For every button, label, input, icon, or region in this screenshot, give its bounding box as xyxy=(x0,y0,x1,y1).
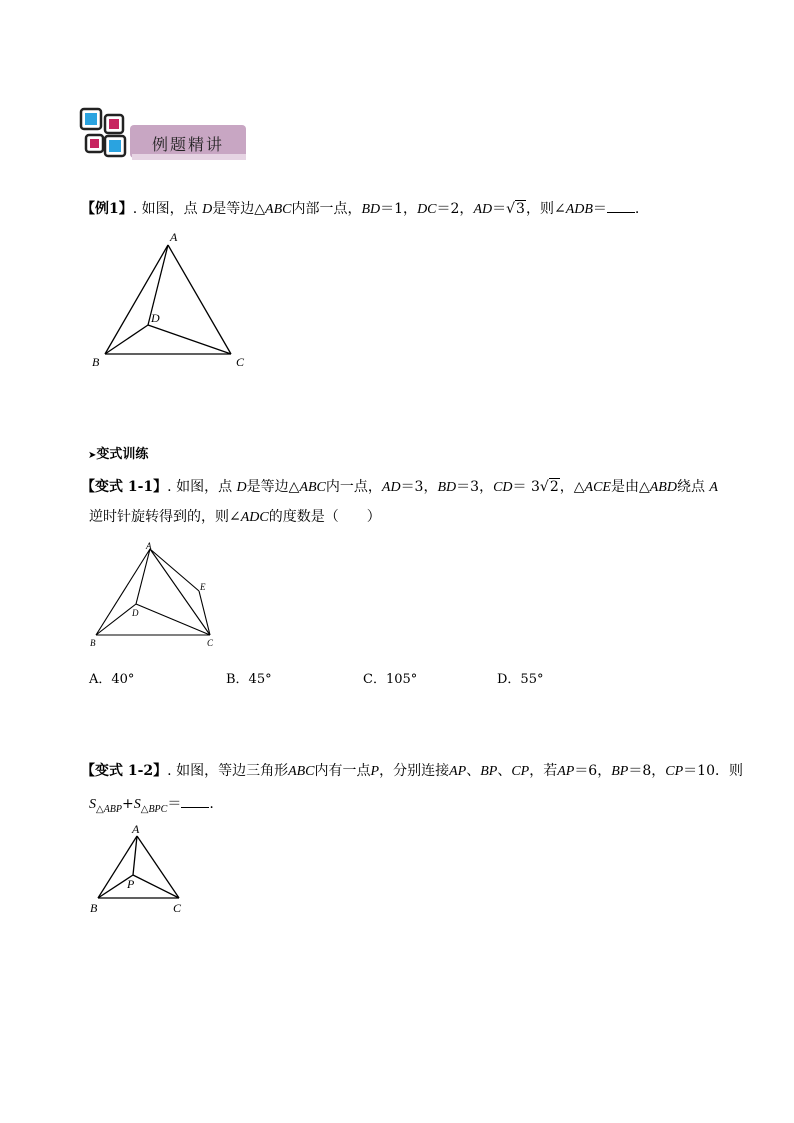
edge-bd xyxy=(96,604,136,635)
label-a: A xyxy=(170,230,178,244)
edge-ac xyxy=(168,245,231,354)
label-d: D xyxy=(151,311,160,325)
variant1-2-figure xyxy=(86,820,196,915)
section-heading: ➤变式训练 xyxy=(88,447,149,462)
edge-bd xyxy=(105,325,148,354)
banner-label: 例题精讲 xyxy=(152,135,225,154)
answer-blank[interactable] xyxy=(181,795,209,808)
edge-ec xyxy=(199,591,210,635)
option-d[interactable]: D．55° xyxy=(497,672,544,687)
label-a: A xyxy=(146,541,152,551)
example1-question: 【例1】. 如图，点 D是等边△ABC内部一点，BD＝1，DC＝2，AD＝√3，则∠ADB＝ . xyxy=(81,201,640,217)
example1-tag: 【例1】 xyxy=(81,201,133,217)
section-banner xyxy=(78,106,248,162)
label-d: D xyxy=(132,608,139,618)
variant1-2-question-line2: $S_{\triangle ABP}+S_{\triangle BPC}=$ . xyxy=(89,796,214,815)
label-c: C xyxy=(173,901,182,915)
label-c: C xyxy=(236,355,245,369)
label-b: B xyxy=(92,355,100,369)
variant1-1-tag: 【变式 1-1】 xyxy=(81,479,168,495)
option-c[interactable]: C．105° xyxy=(363,672,418,687)
option-a[interactable]: A．40° xyxy=(89,672,135,687)
answer-blank[interactable] xyxy=(607,200,635,213)
option-b[interactable]: B．45° xyxy=(226,672,272,687)
sqrt-2: √2 xyxy=(539,479,559,495)
variant1-1-question-line2: 逆时针旋转得到的，则∠ADC的度数是（ ） xyxy=(89,509,381,525)
edge-ad xyxy=(136,549,150,604)
label-b: B xyxy=(90,901,98,915)
label-c: C xyxy=(207,638,214,648)
variant1-2-question-line1: 【变式 1-2】. 如图，等边三角形ABC内有一点P，分别连接AP、BP、CP，若AP＝6，BP＝8，CP＝10．则 xyxy=(81,763,743,779)
variant1-1-figure xyxy=(86,538,226,653)
example1-figure xyxy=(88,230,268,370)
edge-ac xyxy=(137,836,179,898)
label-e: E xyxy=(200,582,206,592)
variant1-1-question-line1: 【变式 1-1】. 如图，点 D是等边△ABC内一点，AD＝3，BD＝3，CD＝ 3√2，△ACE是由△ABD绕点 A xyxy=(81,479,718,495)
edge-pc xyxy=(133,875,179,898)
label-a: A xyxy=(132,822,140,836)
edge-ab xyxy=(96,549,150,635)
sqrt-3: √3 xyxy=(506,201,525,217)
label-p: P xyxy=(127,877,135,891)
edge-ab xyxy=(105,245,168,354)
label-b: B xyxy=(90,638,96,648)
arrow-icon: ➤ xyxy=(88,450,97,461)
edge-dc xyxy=(148,325,231,354)
variant1-2-tag: 【变式 1-2】 xyxy=(81,763,168,779)
